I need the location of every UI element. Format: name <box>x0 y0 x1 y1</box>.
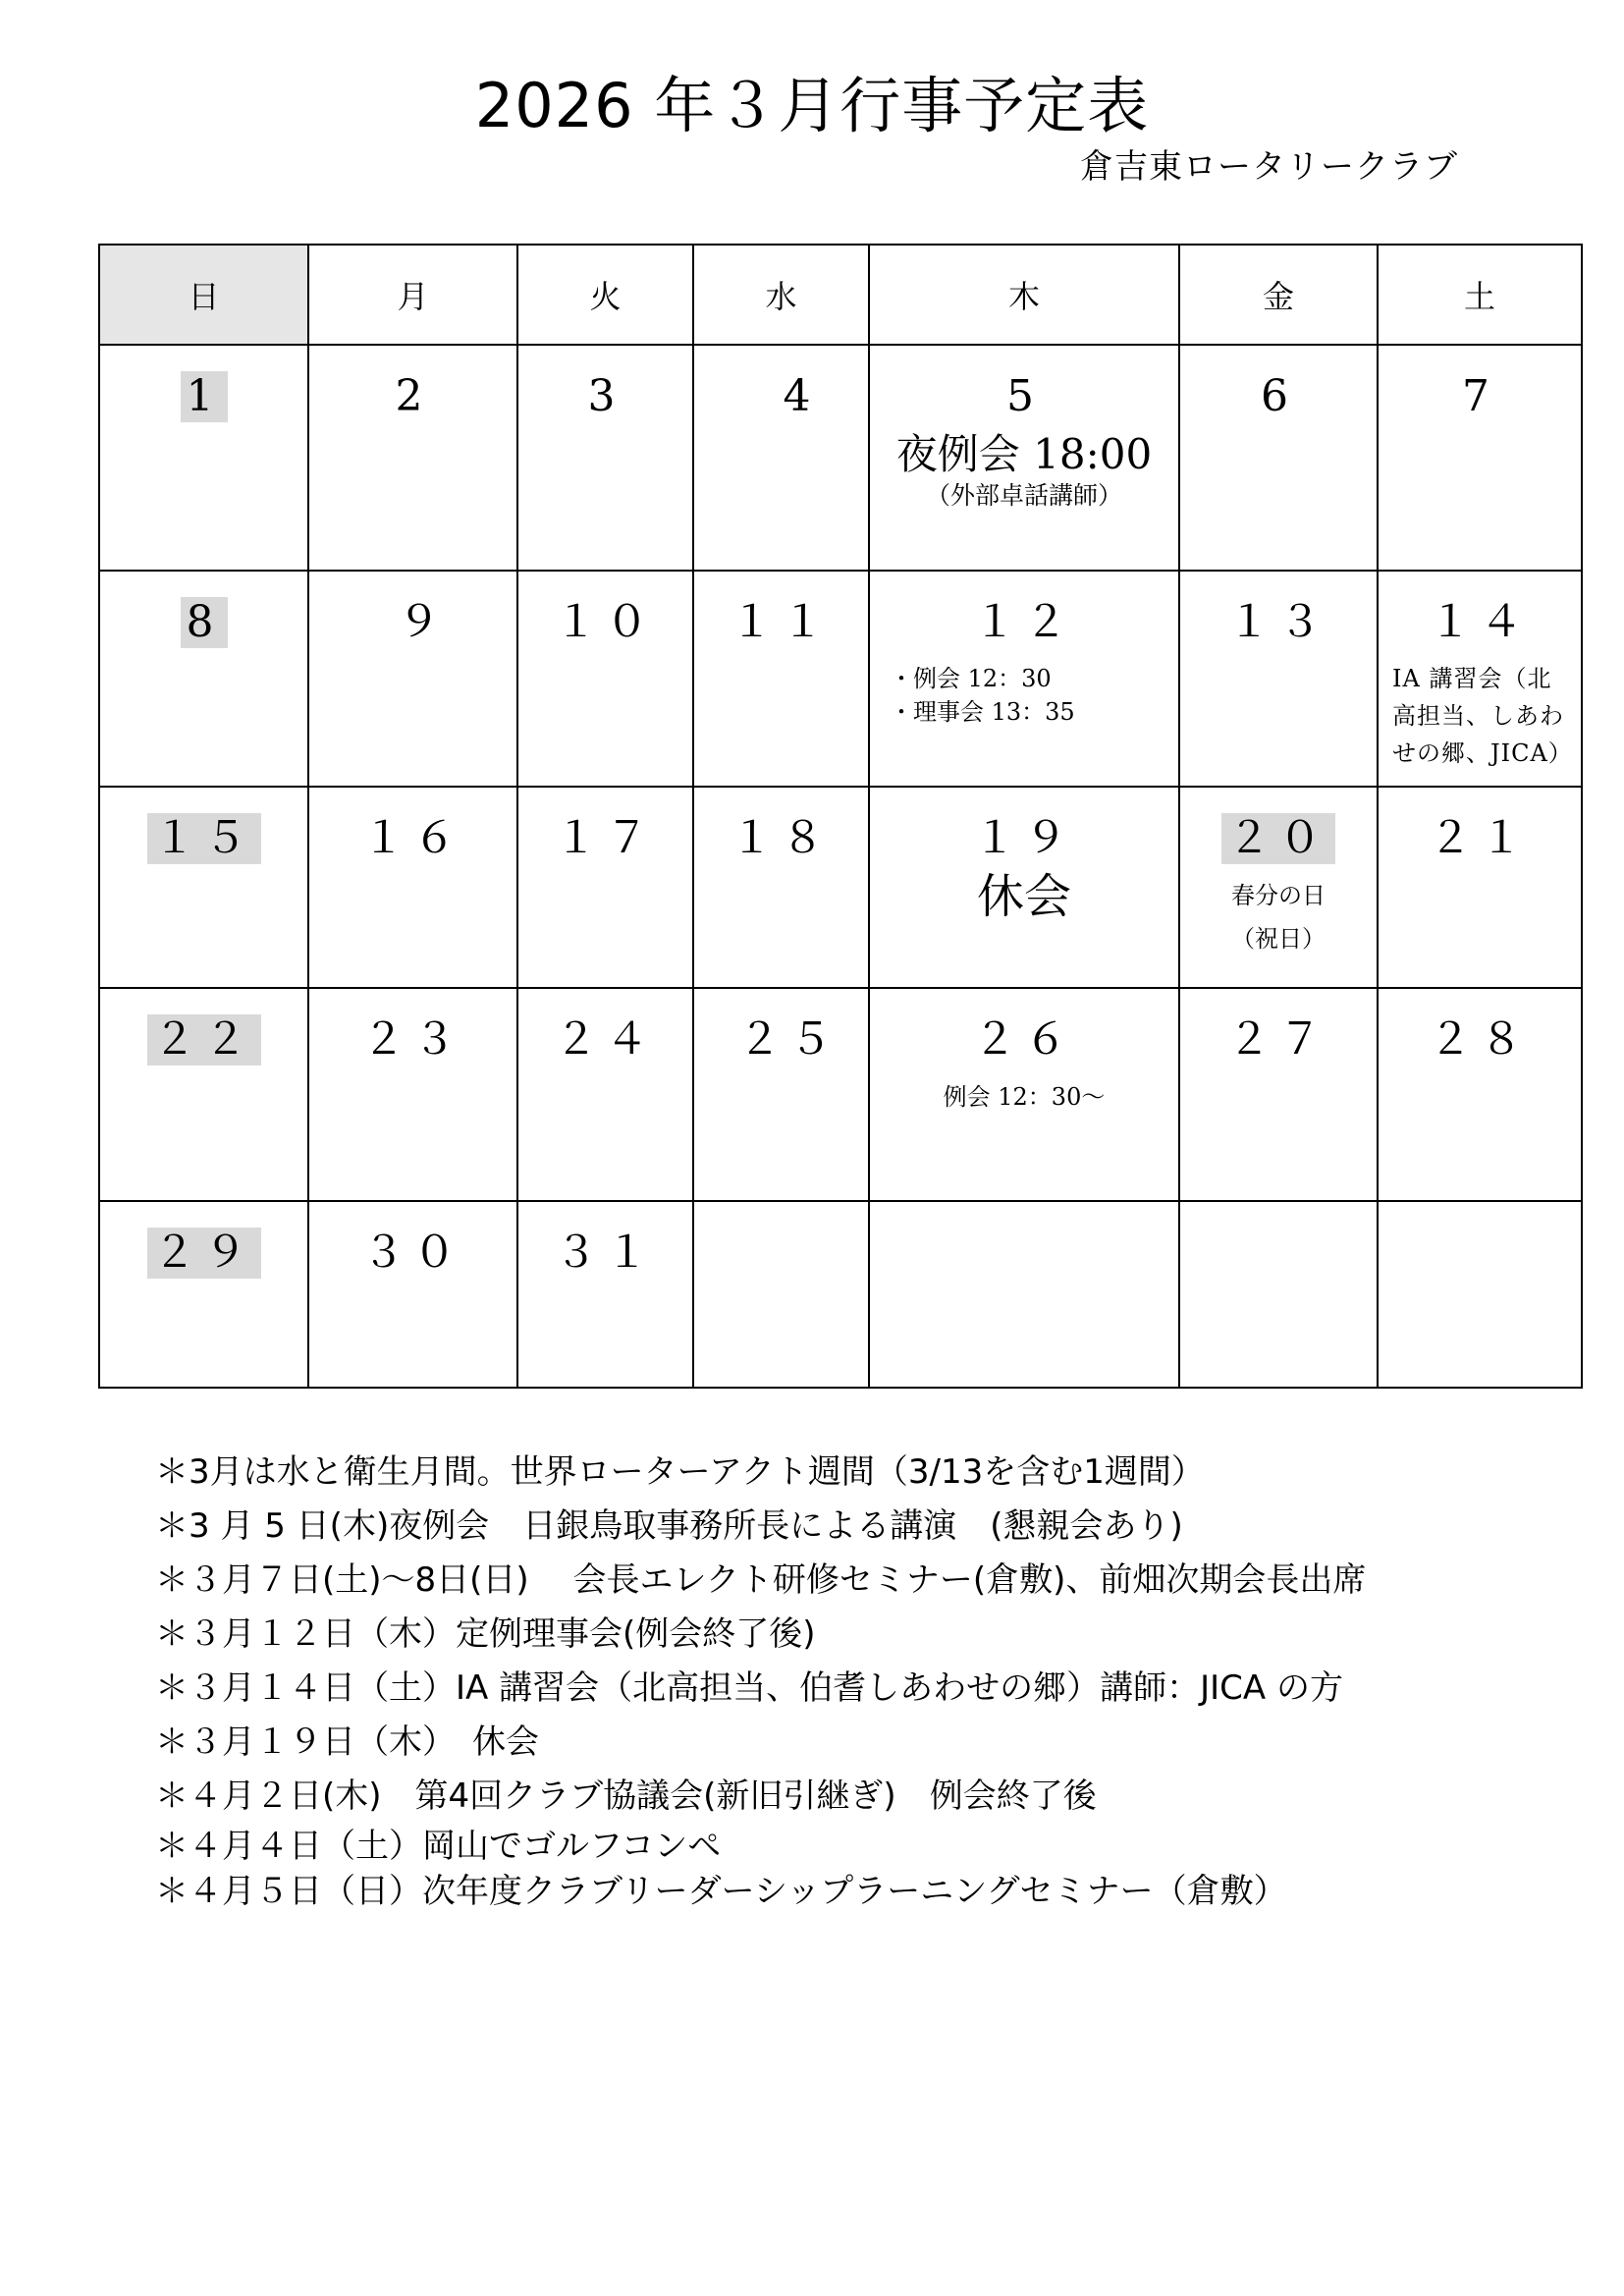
note-item: ＊４月２日(木) 第4回クラブ協議会(新旧引継ぎ) 例会終了後 <box>155 1777 1097 1816</box>
day-cell <box>869 345 1179 571</box>
event-item: ・例会 12：30 <box>890 665 1052 692</box>
day-number: １７ <box>554 813 657 863</box>
day-cell <box>517 988 693 1201</box>
day-cell <box>1378 988 1582 1201</box>
day-number: ２６ <box>973 1014 1075 1065</box>
day-number: ２４ <box>554 1014 657 1065</box>
day-number: ２５ <box>737 1014 840 1065</box>
day-number: １４ <box>1429 597 1531 647</box>
empty-cell <box>1179 1201 1378 1388</box>
event-note: IA 講習会（北高担当、しあわせの郷、JICA） <box>1392 665 1573 767</box>
day-cell <box>99 345 308 571</box>
note-item: ＊３月７日(土)～8日(日) 会長エレクト研修セミナー(倉敷)、前畑次期会長出席 <box>155 1560 1367 1600</box>
event-item: ・理事会 13：35 <box>890 698 1075 726</box>
day-number: ２８ <box>1429 1014 1531 1065</box>
day-number: １９ <box>973 813 1075 863</box>
event-calendar <box>98 244 1583 1389</box>
event-list <box>890 662 1178 729</box>
day-number: 6 <box>1261 371 1296 421</box>
day-cell <box>517 787 693 988</box>
day-cell <box>308 571 517 787</box>
organization-name: 倉吉東ロータリークラブ <box>1080 147 1458 187</box>
day-cell <box>1179 787 1378 988</box>
week-row <box>99 345 1582 571</box>
day-number: ２１ <box>1429 813 1531 863</box>
empty-cell <box>1378 1201 1582 1388</box>
note-item: ＊3月は水と衛生月間。世界ローターアクト週間（3/13を含む1週間） <box>155 1452 1205 1492</box>
day-number: ３１ <box>554 1228 657 1278</box>
day-number: 7 <box>1462 371 1497 421</box>
day-number: ３０ <box>361 1228 464 1278</box>
day-cell <box>1179 571 1378 787</box>
day-number: 2 <box>395 371 431 421</box>
day-number: １６ <box>361 813 464 863</box>
weekday-saturday: 土 <box>1378 245 1582 345</box>
week-row <box>99 571 1582 787</box>
day-cell <box>99 988 308 1201</box>
week-row <box>99 1201 1582 1388</box>
day-number: １１ <box>730 597 833 647</box>
day-number: ２０ <box>1221 813 1335 864</box>
day-cell <box>1179 345 1378 571</box>
day-number: ２９ <box>147 1228 261 1279</box>
day-cell <box>1378 345 1582 571</box>
day-number: 5 <box>1006 371 1042 421</box>
weekday-monday: 月 <box>308 245 517 345</box>
day-cell <box>308 345 517 571</box>
weekday-tuesday: 火 <box>517 245 693 345</box>
day-cell <box>693 571 869 787</box>
note-item: ＊４月５日（日）次年度クラブリーダーシップラーニングセミナー（倉敷） <box>155 1872 1287 1911</box>
event-title: 夜例会 18:00 <box>895 430 1153 478</box>
day-cell <box>1179 988 1378 1201</box>
day-cell <box>869 988 1179 1201</box>
event-subtitle: （外部卓話講師） <box>925 481 1122 510</box>
day-number: 3 <box>587 371 623 421</box>
day-number: １２ <box>973 597 1075 647</box>
weekday-thursday: 木 <box>869 245 1179 345</box>
day-number: １８ <box>730 813 833 863</box>
day-cell <box>99 571 308 787</box>
day-cell <box>693 787 869 988</box>
note-item: ＊３月１９日（木） 休会 <box>155 1722 539 1762</box>
day-cell <box>869 787 1179 988</box>
day-cell <box>517 345 693 571</box>
day-cell <box>308 988 517 1201</box>
note-item: ＊３月１４日（土）IA 講習会（北高担当、伯耆しあわせの郷）講師：JICA の方 <box>155 1668 1343 1708</box>
empty-cell <box>869 1201 1179 1388</box>
day-cell <box>517 1201 693 1388</box>
day-cell <box>308 1201 517 1388</box>
day-cell <box>693 988 869 1201</box>
day-number: １０ <box>554 597 657 647</box>
day-cell <box>308 787 517 988</box>
day-number: ２２ <box>147 1014 261 1066</box>
day-cell <box>517 571 693 787</box>
week-row <box>99 787 1582 988</box>
note-item: ＊４月４日（土）岡山でゴルフコンペ <box>155 1827 722 1866</box>
day-cell <box>99 1201 308 1388</box>
holiday-name: 春分の日 <box>1231 882 1326 909</box>
notes-list <box>155 1446 1366 1914</box>
weekday-sunday: 日 <box>99 245 308 345</box>
day-number: ２７ <box>1227 1014 1329 1065</box>
page-title: 2026 年３月行事予定表 <box>474 70 1150 141</box>
day-number: １３ <box>1227 597 1329 647</box>
day-number: 1 <box>181 371 228 422</box>
holiday-label: （祝日） <box>1231 925 1326 953</box>
day-cell <box>869 571 1179 787</box>
note-item: ＊3 月 5 日(木)夜例会 日銀鳥取事務所長による講演 (懇親会あり) <box>155 1506 1183 1546</box>
weekday-friday: 金 <box>1179 245 1378 345</box>
event-note: 例会 12：30～ <box>943 1083 1106 1111</box>
empty-cell <box>693 1201 869 1388</box>
event-title: 休会 <box>976 869 1071 924</box>
week-row <box>99 988 1582 1201</box>
note-item: ＊３月１２日（木）定例理事会(例会終了後) <box>155 1614 816 1654</box>
day-cell <box>1378 787 1582 988</box>
day-number: ２３ <box>361 1014 464 1065</box>
day-number: １５ <box>147 813 261 864</box>
day-cell <box>693 345 869 571</box>
day-cell <box>1378 571 1582 787</box>
day-number: ９ <box>397 597 449 647</box>
weekday-wednesday: 水 <box>693 245 869 345</box>
day-number: 4 <box>783 371 819 421</box>
day-number: 8 <box>181 597 228 648</box>
weekday-header-row <box>99 245 1582 345</box>
day-cell <box>99 787 308 988</box>
